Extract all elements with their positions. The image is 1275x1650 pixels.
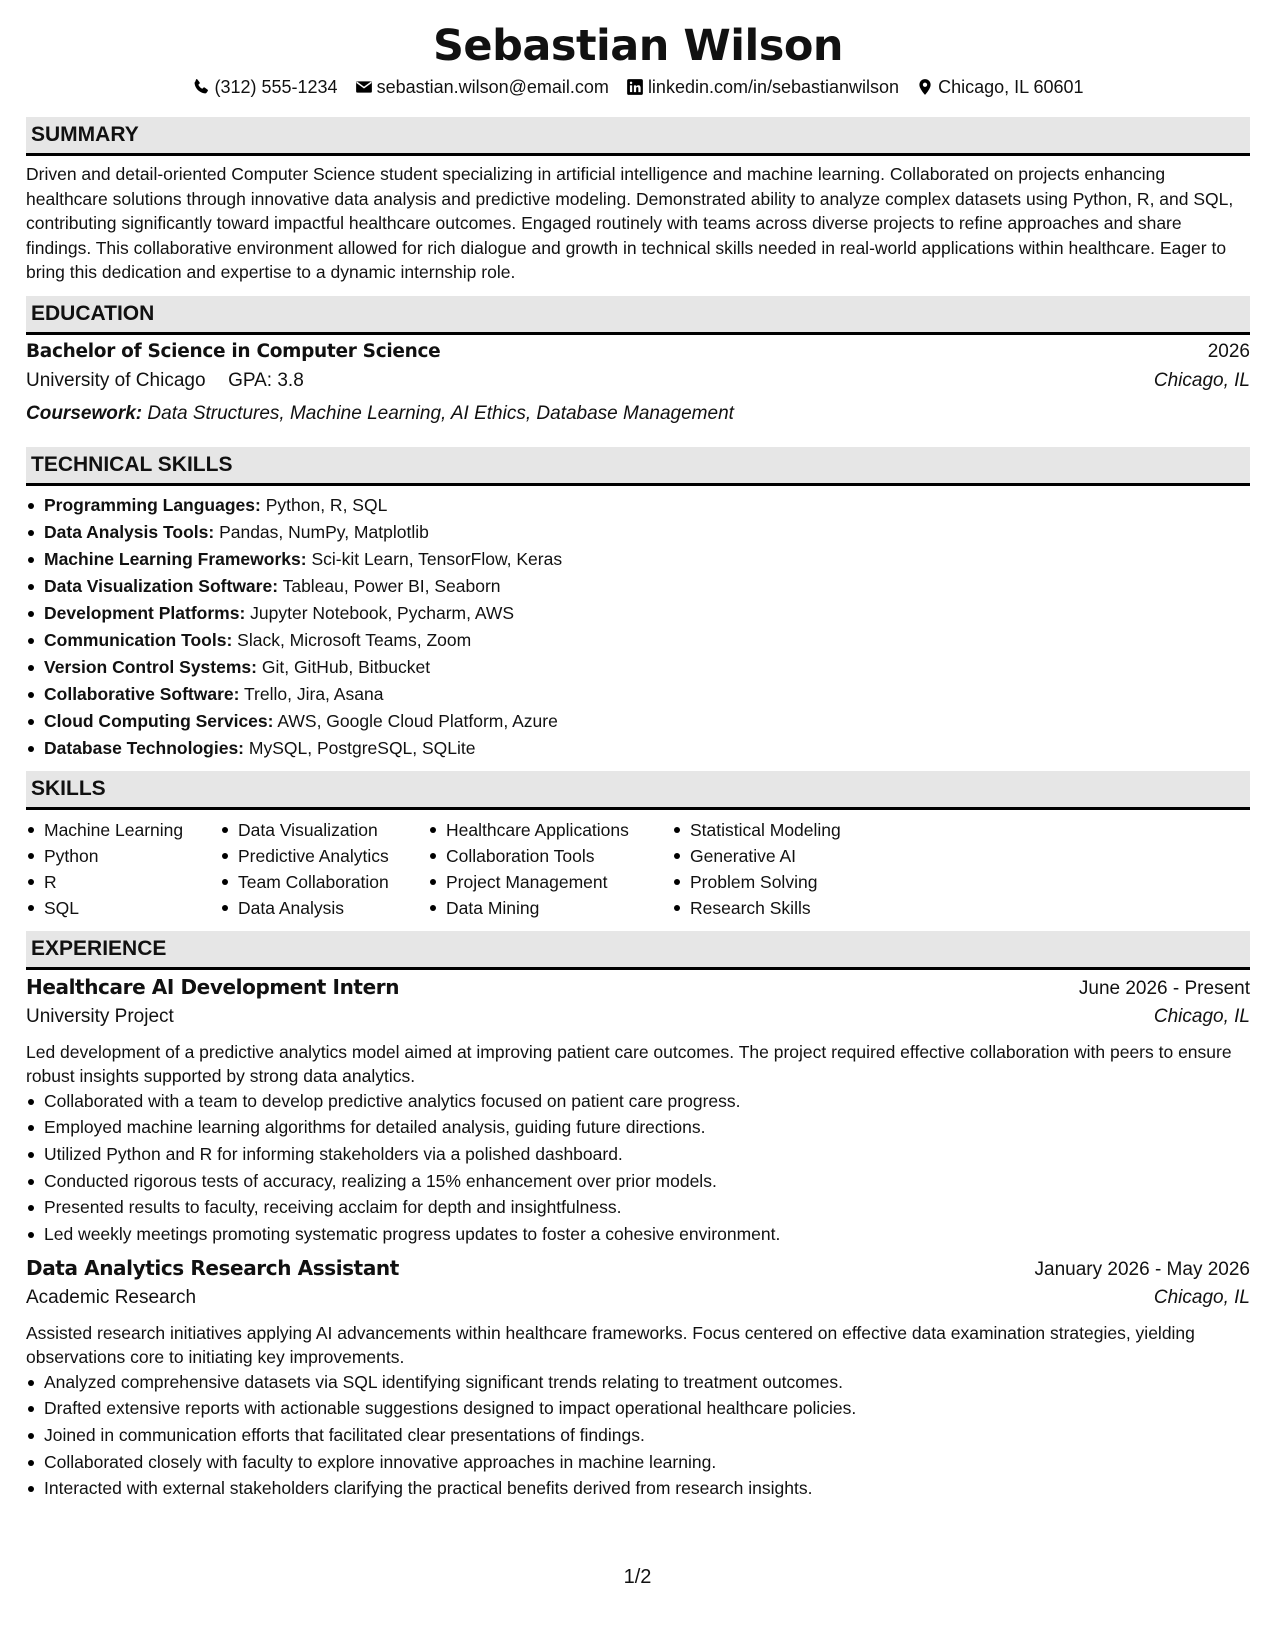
envelope-icon	[355, 78, 373, 96]
skills-column	[672, 817, 892, 921]
tech-skill-value: Trello, Jira, Asana	[244, 683, 384, 704]
job-bullet: Collaborated with a team to develop predictive analytics focused on patient care progress.	[26, 1088, 1250, 1115]
job-bullet: Conducted rigorous tests of accuracy, realizing a 15% enhancement over prior models.	[26, 1168, 1250, 1195]
contact-location	[916, 77, 1083, 98]
job-bullets	[26, 1088, 1250, 1248]
skill-item: Data Analysis	[220, 895, 428, 921]
tech-skill-label: Programming Languages:	[44, 494, 261, 515]
skill-item: Research Skills	[672, 895, 892, 921]
phone-icon	[192, 78, 210, 96]
gpa: GPA: 3.8	[228, 369, 304, 391]
tech-skill-item	[26, 627, 1250, 654]
experience-entry	[26, 1256, 1250, 1502]
skill-item: Problem Solving	[672, 869, 892, 895]
job-location: Chicago, IL	[1153, 1286, 1250, 1308]
tech-skill-value: Python, R, SQL	[265, 494, 388, 515]
school-location: Chicago, IL	[1153, 369, 1250, 391]
tech-skill-value: Sci-kit Learn, TensorFlow, Keras	[311, 548, 563, 569]
job-bullet: Joined in communication efforts that facilitated clear presentations of findings.	[26, 1422, 1250, 1449]
contact-bar	[26, 75, 1250, 99]
school-line	[26, 370, 304, 392]
skills-heading: SKILLS	[26, 771, 1250, 810]
experience-entry	[26, 975, 1250, 1248]
graduation-year: 2026	[1207, 340, 1250, 362]
degree-title: Bachelor of Science in Computer Science	[26, 340, 441, 362]
job-bullets	[26, 1369, 1250, 1502]
skill-item: Predictive Analytics	[220, 843, 428, 869]
technical-skills-list	[26, 492, 1250, 762]
skills-column	[26, 817, 220, 921]
contact-email	[355, 77, 609, 98]
job-location: Chicago, IL	[1153, 1005, 1250, 1027]
contact-linkedin	[626, 77, 899, 98]
job-bullet: Employed machine learning algorithms for detailed analysis, guiding future directions.	[26, 1114, 1250, 1141]
job-bullet: Interacted with external stakeholders clarifying the practical benefits derived from research insights.	[26, 1475, 1250, 1502]
linkedin-link[interactable]: linkedin.com/in/sebastianwilson	[647, 76, 900, 97]
job-description: Led development of a predictive analytics model aimed at improving patient care outcomes. The project required effective collaboration with peers to ensure robust insights supported by strong data analytics.	[26, 1041, 1232, 1086]
tech-skill-label: Development Platforms:	[44, 602, 246, 623]
tech-skill-value: Git, GitHub, Bitbucket	[261, 656, 431, 677]
technical-skills-heading: TECHNICAL SKILLS	[26, 447, 1250, 486]
tech-skill-item	[26, 492, 1250, 519]
email-link[interactable]: sebastian.wilson@email.com	[376, 76, 609, 97]
job-bullet: Utilized Python and R for informing stakeholders via a polished dashboard.	[26, 1141, 1250, 1168]
experience-heading: EXPERIENCE	[26, 931, 1250, 970]
skill-item: Machine Learning	[26, 817, 220, 843]
tech-skill-value: Tableau, Power BI, Seaborn	[282, 575, 501, 596]
skill-item: Statistical Modeling	[672, 817, 892, 843]
tech-skill-item	[26, 654, 1250, 681]
job-description: Assisted research initiatives applying AI advancements within healthcare frameworks. Focus centered on effective data examination strategies, yielding observations core to initiating key improvements.	[26, 1322, 1195, 1367]
skill-item: Healthcare Applications	[428, 817, 672, 843]
coursework-list: Data Structures, Machine Learning, AI Ethics, Database Management	[147, 402, 734, 424]
skill-item: Team Collaboration	[220, 869, 428, 895]
job-organization: Academic Research	[26, 1286, 197, 1308]
job-bullet: Analyzed comprehensive datasets via SQL identifying significant trends relating to treatment outcomes.	[26, 1369, 1250, 1396]
contact-phone	[192, 77, 337, 98]
tech-skill-label: Communication Tools:	[44, 629, 233, 650]
phone-text[interactable]: (312) 555-1234	[214, 76, 338, 97]
location-text: Chicago, IL 60601	[938, 76, 1084, 97]
job-title: Healthcare AI Development Intern	[26, 974, 400, 999]
job-title: Data Analytics Research Assistant	[26, 1255, 399, 1280]
tech-skill-item	[26, 600, 1250, 627]
tech-skill-item	[26, 573, 1250, 600]
skill-item: Project Management	[428, 869, 672, 895]
tech-skill-item	[26, 681, 1250, 708]
coursework-line	[26, 399, 1250, 429]
skill-item: Data Mining	[428, 895, 672, 921]
skill-item: Generative AI	[672, 843, 892, 869]
skill-item: Collaboration Tools	[428, 843, 672, 869]
tech-skill-value: Slack, Microsoft Teams, Zoom	[237, 629, 472, 650]
education-heading: EDUCATION	[26, 296, 1250, 335]
tech-skill-label: Collaborative Software:	[44, 683, 240, 704]
skill-item: Python	[26, 843, 220, 869]
job-dates: June 2026 - Present	[1078, 977, 1250, 999]
summary-text: Driven and detail-oriented Computer Science student specializing in artificial intelligence and machine learning. Collaborated on projects enhancing healthcare solutions through innovative data analysis and predictive modeling. Demonstrated ability to analyze complex datasets using Python, R, and SQL, contributing significantly toward impactful healthcare outcomes. Engaged routinely with teams across diverse projects to refine approaches and share findings. This collaborative environment allowed for rich dialogue and growth in technical skills needed in real-world applications within healthcare. Eager to bring this dedication and expertise to a dynamic internship role.	[26, 164, 1234, 282]
resume-page	[26, 0, 1250, 1502]
job-bullet: Drafted extensive reports with actionable suggestions designed to impact operational healthcare policies.	[26, 1395, 1250, 1422]
skills-column	[220, 817, 428, 921]
tech-skill-item	[26, 546, 1250, 573]
tech-skill-value: Pandas, NumPy, Matplotlib	[219, 521, 429, 542]
job-bullet: Collaborated closely with faculty to explore innovative approaches in machine learning.	[26, 1449, 1250, 1476]
tech-skill-value: AWS, Google Cloud Platform, Azure	[277, 710, 558, 731]
linkedin-icon	[626, 78, 644, 96]
skill-item: R	[26, 869, 220, 895]
skills-column	[428, 817, 672, 921]
tech-skill-value: Jupyter Notebook, Pycharm, AWS	[250, 602, 515, 623]
candidate-name: Sebastian Wilson	[432, 21, 844, 71]
summary-heading: SUMMARY	[26, 117, 1250, 156]
tech-skill-item	[26, 735, 1250, 762]
tech-skill-item	[26, 519, 1250, 546]
tech-skill-value: MySQL, PostgreSQL, SQLite	[248, 737, 476, 758]
tech-skill-label: Version Control Systems:	[44, 656, 257, 677]
school-name: University of Chicago	[26, 369, 206, 391]
job-dates: January 2026 - May 2026	[1034, 1258, 1250, 1280]
map-pin-icon	[916, 78, 934, 96]
job-organization: University Project	[26, 1005, 174, 1027]
job-bullet: Presented results to faculty, receiving acclaim for depth and insightfulness.	[26, 1194, 1250, 1221]
page-number: 1/2	[623, 1566, 652, 1588]
job-bullet: Led weekly meetings promoting systematic progress updates to foster a cohesive environment.	[26, 1221, 1250, 1248]
tech-skill-item	[26, 708, 1250, 735]
tech-skill-label: Data Visualization Software:	[44, 575, 279, 596]
education-entry	[26, 341, 1250, 429]
skills-grid	[26, 817, 1250, 921]
tech-skill-label: Cloud Computing Services:	[44, 710, 274, 731]
tech-skill-label: Machine Learning Frameworks:	[44, 548, 307, 569]
tech-skill-label: Database Technologies:	[44, 737, 245, 758]
tech-skill-label: Data Analysis Tools:	[44, 521, 215, 542]
skill-item: Data Visualization	[220, 817, 428, 843]
coursework-label: Coursework:	[26, 402, 143, 424]
skill-item: SQL	[26, 895, 220, 921]
